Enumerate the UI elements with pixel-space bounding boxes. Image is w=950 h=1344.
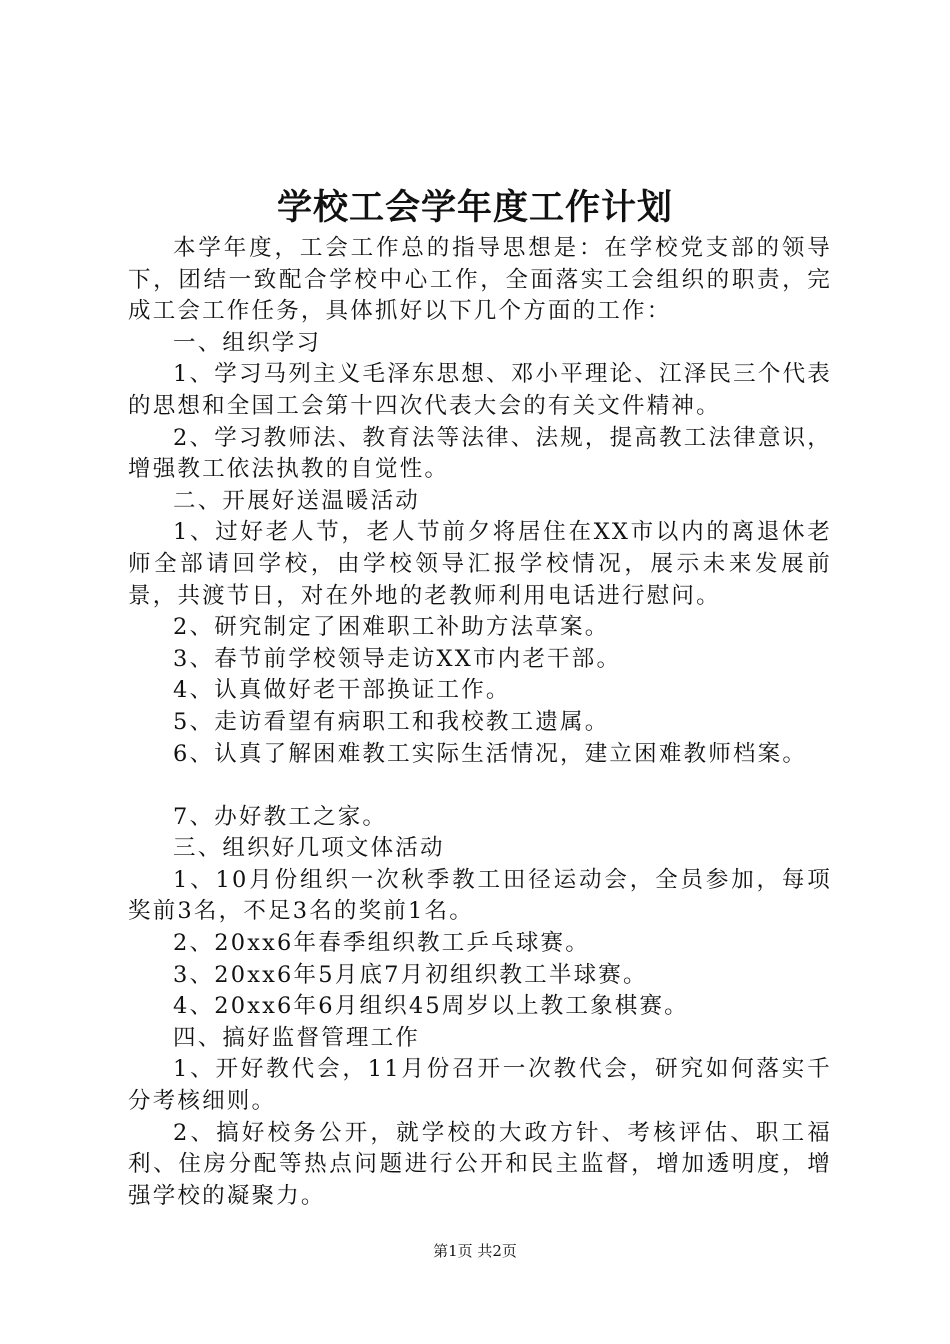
list-item: 4、认真做好老干部换证工作。 — [173, 677, 511, 704]
list-item: 4、20xx6年6月组织45周岁以上教工象棋赛。 — [173, 993, 689, 1020]
section-heading-1: 一、组织学习 — [173, 329, 322, 356]
list-item: 3、春节前学校领导走访XX市内老干部。 — [173, 645, 622, 672]
list-item: 2、20xx6年春季组织教工乒乓球赛。 — [173, 930, 590, 957]
list-item: 2、研究制定了困难职工补助方法草案。 — [173, 614, 610, 641]
list-item: 6、认真了解困难教工实际生活情况，建立困难教师档案。 — [173, 740, 808, 767]
document-title: 学校工会学年度工作计划 — [276, 187, 673, 228]
section-heading-2: 二、开展好送温暖活动 — [173, 487, 421, 514]
document-body — [128, 233, 832, 1212]
list-item: 1、开好教代会，11月份召开一次教代会，研究如何落实千分考核细则。 — [128, 1056, 832, 1115]
list-item: 3、20xx6年5月底7月初组织教工半球赛。 — [173, 961, 648, 988]
list-item: 7、办好教工之家。 — [173, 803, 388, 830]
list-item: 5、走访看望有病职工和我校教工遗属。 — [173, 708, 610, 735]
blank-line — [128, 770, 832, 802]
paragraph-intro: 本学年度，工会工作总的指导思想是：在学校党支部的领导下，团结一致配合学校中心工作，全面落实工会组织的职责，完成工会工作任务，具体抓好以下几个方面的工作： — [128, 235, 832, 325]
list-item: 2、学习教师法、教育法等法律、法规，提高教工法律意识，增强教工依法执教的自觉性。 — [128, 424, 832, 483]
list-item: 1、10月份组织一次秋季教工田径运动会，全员参加，每项奖前3名，不足3名的奖前1名。 — [128, 866, 832, 925]
section-heading-4: 四、搞好监督管理工作 — [173, 1024, 421, 1051]
list-item: 1、过好老人节，老人节前夕将居住在XX市以内的离退休老师全部请回学校，由学校领导汇报学校情况，展示未来发展前景，共渡节日，对在外地的老教师利用电话进行慰问。 — [128, 519, 832, 609]
list-item: 2、搞好校务公开，就学校的大政方针、考核评估、职工福利、住房分配等热点问题进行公开和民主监督，增加透明度，增强学校的凝聚力。 — [128, 1119, 832, 1209]
section-heading-3: 三、组织好几项文体活动 — [173, 835, 445, 862]
list-item: 1、学习马列主义毛泽东思想、邓小平理论、江泽民三个代表的思想和全国工会第十四次代表大会的有关文件精神。 — [128, 361, 832, 419]
page-number: 第1页 共2页 — [433, 1242, 517, 1260]
